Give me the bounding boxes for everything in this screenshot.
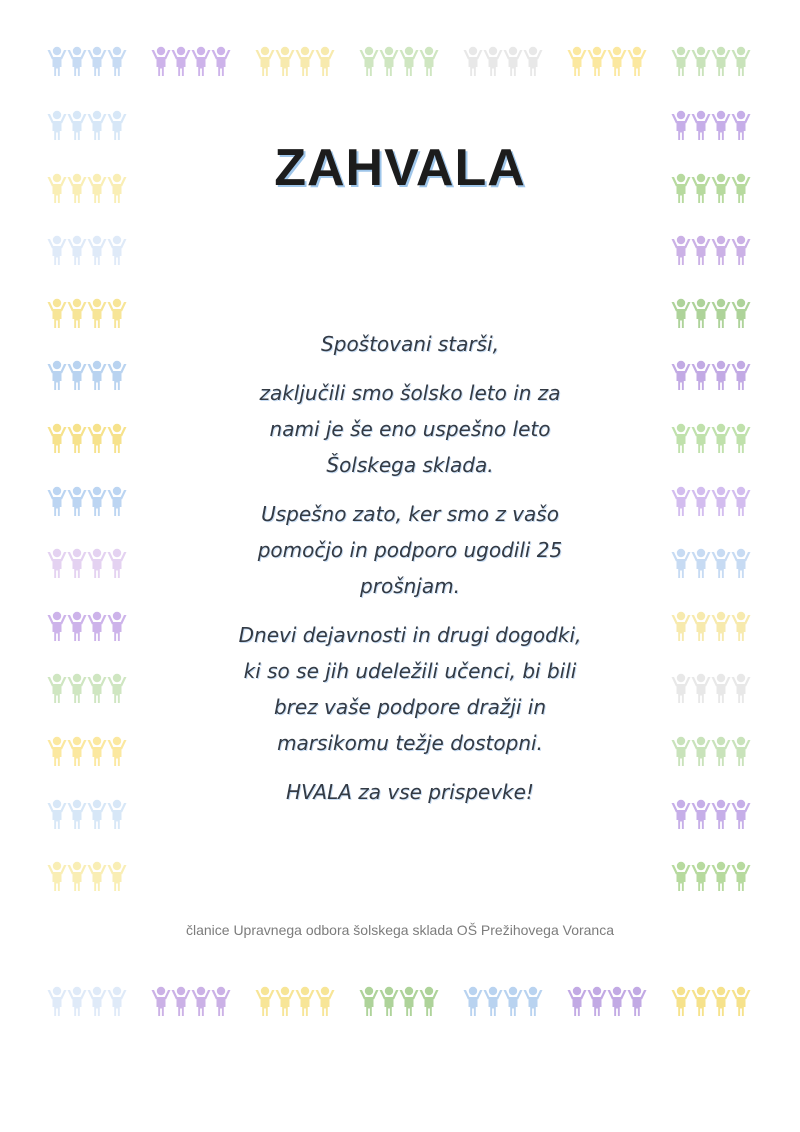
people-holding-hands-icon [670,673,752,703]
thank-you-message [180,326,640,823]
closing-thanks: HVALA za vse prispevke! [286,780,534,804]
people-holding-hands-icon [670,486,752,516]
message-paragraph: zaključili smo šolsko leto in za nami je še eno uspešno leto Šolskega sklada. [259,381,561,477]
people-holding-hands-icon [670,423,752,453]
people-holding-hands-icon [670,298,752,328]
people-holding-hands-icon [670,235,752,265]
people-holding-hands-icon [462,986,544,1016]
people-holding-hands-icon [254,986,336,1016]
people-holding-hands-icon [46,799,128,829]
people-holding-hands-icon [670,548,752,578]
people-holding-hands-icon [46,46,128,76]
people-holding-hands-icon [46,423,128,453]
people-holding-hands-icon [358,46,440,76]
message-paragraph: Dnevi dejavnosti in drugi dogodki, ki so se jih udeležili učenci, bi bili brez vaše podpore dražji in marsikomu težje dostopni. [238,623,582,755]
people-holding-hands-icon [670,46,752,76]
people-holding-hands-icon [150,46,232,76]
people-holding-hands-icon [670,110,752,140]
people-holding-hands-icon [46,548,128,578]
people-holding-hands-icon [358,986,440,1016]
people-holding-hands-icon [566,46,648,76]
people-holding-hands-icon [566,986,648,1016]
signature: članice Upravnega odbora šolskega sklada OŠ Prežihovega Voranca [185,922,615,938]
people-holding-hands-icon [46,736,128,766]
message-paragraph: Uspešno zato, ker smo z vašo pomočjo in podporo ugodili 25 prošnjam. [257,502,563,598]
people-holding-hands-icon [462,46,544,76]
people-holding-hands-icon [46,673,128,703]
people-holding-hands-icon [46,611,128,641]
people-holding-hands-icon [46,110,128,140]
people-holding-hands-icon [670,986,752,1016]
people-holding-hands-icon [46,360,128,390]
people-holding-hands-icon [46,986,128,1016]
people-holding-hands-icon [670,736,752,766]
people-holding-hands-icon [46,861,128,891]
people-holding-hands-icon [670,861,752,891]
page-title: ZAHVALA [274,139,526,197]
people-holding-hands-icon [254,46,336,76]
people-holding-hands-icon [46,235,128,265]
people-holding-hands-icon [670,611,752,641]
people-holding-hands-icon [670,360,752,390]
people-holding-hands-icon [46,298,128,328]
people-holding-hands-icon [46,486,128,516]
people-holding-hands-icon [670,799,752,829]
people-holding-hands-icon [150,986,232,1016]
greeting: Spoštovani starši, [321,332,499,356]
